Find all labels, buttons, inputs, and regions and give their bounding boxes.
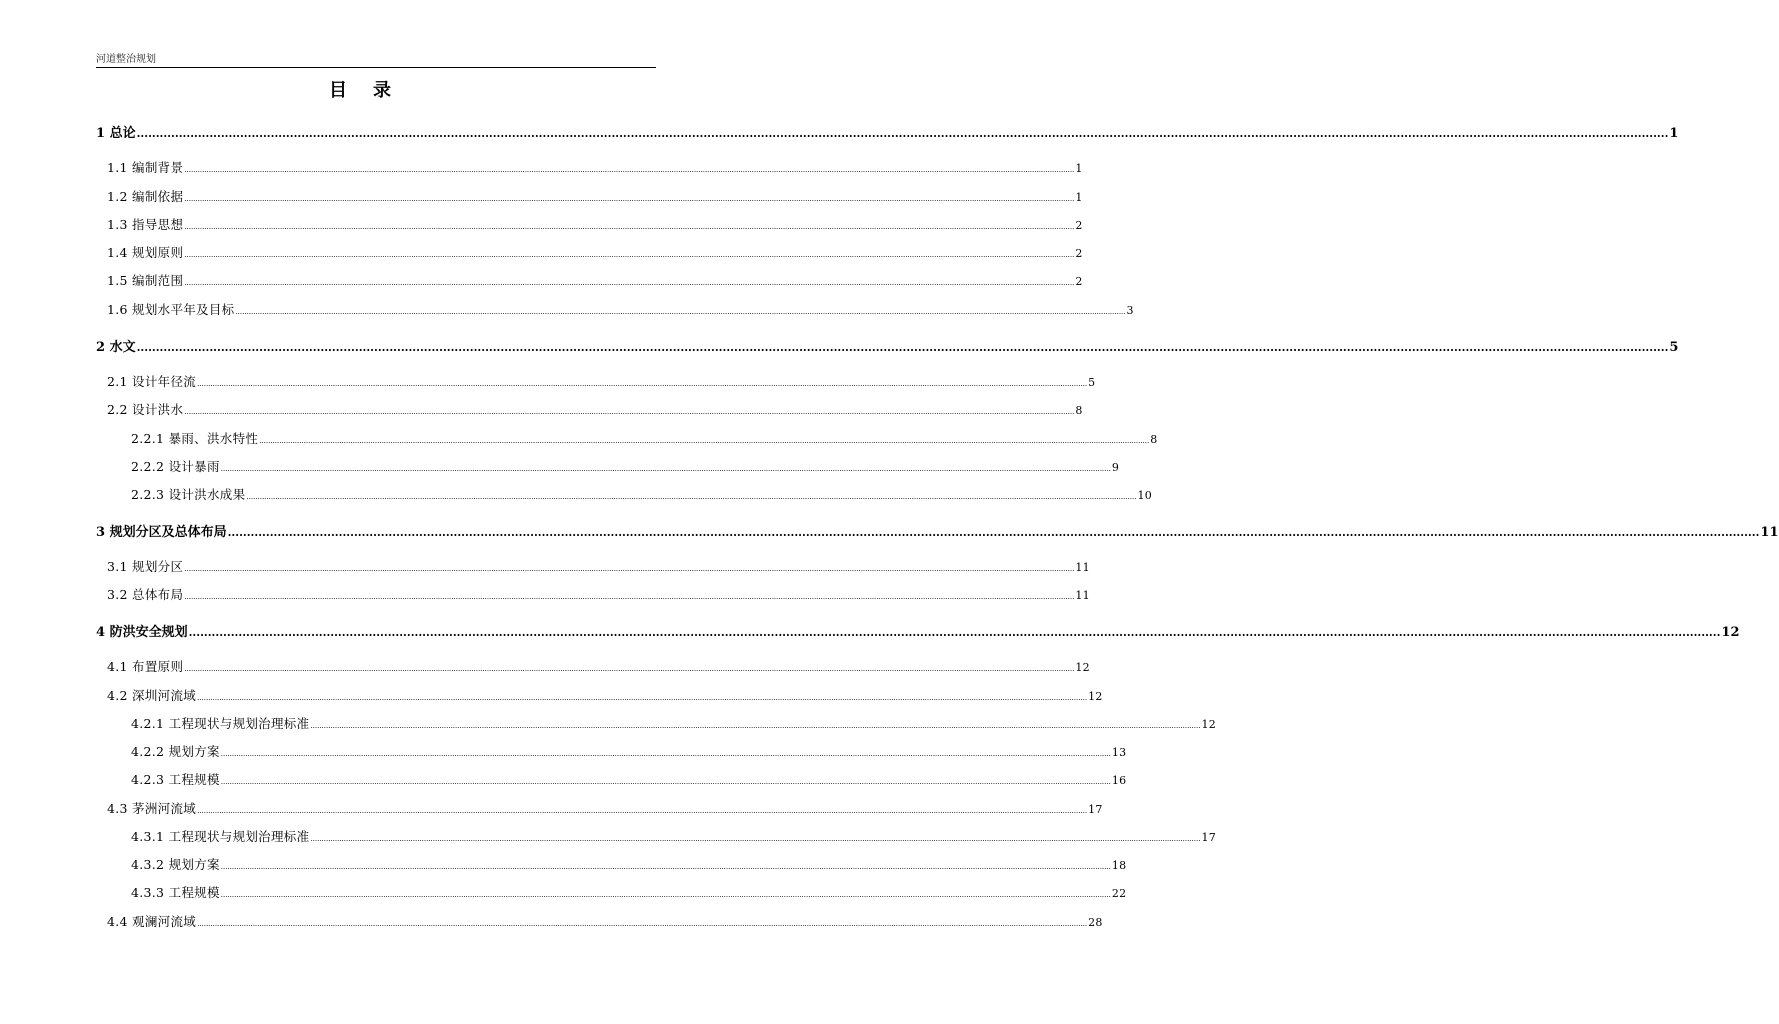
- toc-entry-page-number: 1: [1075, 191, 1083, 204]
- toc-entry-page-number: 11: [1760, 525, 1779, 540]
- toc-entry-page-number: 2: [1075, 247, 1083, 260]
- toc-entry-page-number: 12: [1088, 690, 1103, 703]
- toc-entry[interactable]: [107, 912, 1103, 930]
- toc-entry-label: 2.2.3 设计洪水成果: [131, 487, 246, 502]
- toc-entry-page-number: 16: [1111, 774, 1127, 787]
- toc-entry-page-number: 10: [1137, 489, 1153, 502]
- toc-entry-page-number: 2: [1075, 219, 1083, 232]
- toc-entry[interactable]: [107, 585, 1090, 603]
- toc-entry-page-number: 1: [1075, 162, 1083, 175]
- toc-entry[interactable]: [107, 158, 1083, 176]
- toc-entry-label: 2.2 设计洪水: [107, 402, 184, 417]
- toc-leader-dots: ................................................................................................................................................................................................................................................................................................................................................................................................................: [184, 665, 1075, 673]
- toc-entry-label: 1.6 规划水平年及目标: [107, 302, 235, 317]
- toc-leader-dots: ................................................................................................................................................................................................................................................................................................................................................................................................................: [310, 722, 1201, 730]
- toc-leader-dots: ................................................................................................................................................................................................................................................................................................................................................................................................................: [246, 493, 1137, 501]
- toc-entry[interactable]: [107, 215, 1083, 233]
- toc-entry[interactable]: [107, 372, 1096, 390]
- toc-entry[interactable]: [131, 485, 1153, 503]
- toc-entry-page-number: 11: [1075, 589, 1090, 602]
- toc-leader-dots: ................................................................................................................................................................................................................................................................................................................................................................................................................: [197, 920, 1088, 928]
- toc-entry[interactable]: [107, 187, 1083, 205]
- toc-entry-label: 1.4 规划原则: [107, 245, 184, 260]
- toc-entry-label: 1.3 指导思想: [107, 217, 184, 232]
- toc-entry-page-number: 8: [1075, 404, 1083, 417]
- toc-entry[interactable]: [131, 855, 1127, 873]
- toc-leader-dots: ................................................................................................................................................................................................................................................................................................................................................................................................................: [184, 251, 1075, 259]
- toc-entry-page-number: 11: [1075, 561, 1090, 574]
- toc-entry-page-number: 12: [1201, 718, 1217, 731]
- toc-entry-page-number: 22: [1111, 887, 1127, 900]
- toc-entry-label: 4.2.3 工程规模: [131, 772, 220, 787]
- toc-entry-page-number: 17: [1201, 831, 1217, 844]
- toc-leader-dots: ................................................................................................................................................................................................................................................................................................................................................................................................................: [220, 465, 1111, 473]
- toc-leader-dots: ................................................................................................................................................................................................................................................................................................................................................................................................................: [136, 127, 1669, 140]
- toc-entry[interactable]: [107, 243, 1083, 261]
- toc-entry-label: 4.2.2 规划方案: [131, 744, 220, 759]
- toc-leader-dots: ................................................................................................................................................................................................................................................................................................................................................................................................................: [184, 565, 1075, 573]
- toc-title: 目 录: [329, 80, 395, 101]
- toc-entry-page-number: 5: [1088, 376, 1096, 389]
- toc-entry-page-number: 9: [1111, 461, 1120, 474]
- toc-leader-dots: ................................................................................................................................................................................................................................................................................................................................................................................................................: [310, 835, 1201, 843]
- toc-entry-label: 2 水文: [96, 340, 136, 355]
- toc-entry-label: 2.1 设计年径流: [107, 374, 197, 389]
- toc-entry-page-number: 17: [1088, 803, 1103, 816]
- toc-entry[interactable]: [96, 336, 1679, 355]
- toc-leader-dots: ................................................................................................................................................................................................................................................................................................................................................................................................................: [184, 195, 1075, 203]
- toc-entry-label: 2.2.2 设计暴雨: [131, 459, 220, 474]
- toc-entry-page-number: 12: [1721, 625, 1740, 640]
- toc-leader-dots: ................................................................................................................................................................................................................................................................................................................................................................................................................: [184, 593, 1075, 601]
- toc-leader-dots: ................................................................................................................................................................................................................................................................................................................................................................................................................: [220, 891, 1111, 899]
- toc-entry-label: 3.1 规划分区: [107, 559, 184, 574]
- toc-entry-label: 4.3.3 工程规模: [131, 885, 220, 900]
- toc-entry[interactable]: [107, 657, 1090, 675]
- toc-entry[interactable]: [107, 799, 1103, 817]
- toc-entry-label: 2.2.1 暴雨、洪水特性: [131, 431, 259, 446]
- toc-entry[interactable]: [107, 400, 1083, 418]
- toc-entry-label: 1 总论: [96, 126, 136, 141]
- toc-entry-page-number: 2: [1075, 275, 1083, 288]
- toc-leader-dots: ................................................................................................................................................................................................................................................................................................................................................................................................................: [184, 408, 1075, 416]
- toc-entry[interactable]: [131, 714, 1217, 732]
- toc-entry-label: 3.2 总体布局: [107, 587, 184, 602]
- toc-entry-page-number: 8: [1150, 433, 1158, 446]
- toc-entry-page-number: 13: [1111, 746, 1127, 759]
- header-divider: [96, 67, 656, 68]
- toc-entry-label: 4.3.1 工程现状与规划治理标准: [131, 829, 310, 844]
- toc-leader-dots: ................................................................................................................................................................................................................................................................................................................................................................................................................: [184, 166, 1075, 174]
- toc-entry-label: 4 防洪安全规划: [96, 625, 188, 640]
- toc-leader-dots: ................................................................................................................................................................................................................................................................................................................................................................................................................: [227, 526, 1760, 539]
- toc-leader-dots: ................................................................................................................................................................................................................................................................................................................................................................................................................: [220, 750, 1111, 758]
- toc-entry-label: 4.3 茅洲河流域: [107, 801, 197, 816]
- toc-entry[interactable]: [96, 122, 1679, 141]
- toc-entry-label: 3 规划分区及总体布局: [96, 525, 227, 540]
- toc-entry[interactable]: [107, 686, 1103, 704]
- toc-entry[interactable]: [131, 883, 1127, 901]
- toc-entry[interactable]: [107, 271, 1083, 289]
- toc-entry[interactable]: [131, 770, 1127, 788]
- toc-leader-dots: ................................................................................................................................................................................................................................................................................................................................................................................................................: [197, 807, 1088, 815]
- toc-entry-page-number: 28: [1088, 916, 1103, 929]
- toc-entry-label: 4.3.2 规划方案: [131, 857, 220, 872]
- toc-leader-dots: ................................................................................................................................................................................................................................................................................................................................................................................................................: [259, 437, 1150, 445]
- toc-leader-dots: ................................................................................................................................................................................................................................................................................................................................................................................................................: [220, 778, 1111, 786]
- toc-entry-page-number: 12: [1075, 661, 1090, 674]
- toc-leader-dots: ................................................................................................................................................................................................................................................................................................................................................................................................................: [188, 626, 1721, 639]
- toc-leader-dots: ................................................................................................................................................................................................................................................................................................................................................................................................................: [136, 341, 1669, 354]
- toc-entry-label: 1.5 编制范围: [107, 273, 184, 288]
- running-header-title: 河道整治规划: [96, 54, 156, 65]
- toc-entry[interactable]: [107, 557, 1090, 575]
- toc-entry-label: 4.4 观澜河流域: [107, 914, 197, 929]
- toc-entry-label: 1.1 编制背景: [107, 160, 184, 175]
- toc-entry-label: 4.1 布置原则: [107, 659, 184, 674]
- toc-leader-dots: ................................................................................................................................................................................................................................................................................................................................................................................................................: [197, 694, 1088, 702]
- toc-entry-page-number: 1: [1669, 126, 1679, 141]
- toc-entry-label: 4.2 深圳河流域: [107, 688, 197, 703]
- toc-entry[interactable]: [107, 300, 1134, 318]
- toc-entry-page-number: 18: [1111, 859, 1127, 872]
- toc-entry-label: 1.2 编制依据: [107, 189, 184, 204]
- toc-entry[interactable]: [96, 521, 1779, 540]
- toc-leader-dots: ................................................................................................................................................................................................................................................................................................................................................................................................................: [235, 308, 1126, 316]
- toc-leader-dots: ................................................................................................................................................................................................................................................................................................................................................................................................................: [184, 279, 1075, 287]
- toc-leader-dots: ................................................................................................................................................................................................................................................................................................................................................................................................................: [197, 380, 1088, 388]
- toc-leader-dots: ................................................................................................................................................................................................................................................................................................................................................................................................................: [184, 223, 1075, 231]
- toc-entry-page-number: 5: [1669, 340, 1679, 355]
- toc-entry[interactable]: [131, 742, 1127, 760]
- toc-entry[interactable]: [131, 429, 1158, 447]
- toc-entry[interactable]: [96, 621, 1740, 640]
- toc-entry[interactable]: [131, 827, 1217, 845]
- toc-entry[interactable]: [131, 457, 1120, 475]
- toc-entry-label: 4.2.1 工程现状与规划治理标准: [131, 716, 310, 731]
- toc-entry-page-number: 3: [1126, 304, 1134, 317]
- toc-leader-dots: ................................................................................................................................................................................................................................................................................................................................................................................................................: [220, 863, 1111, 871]
